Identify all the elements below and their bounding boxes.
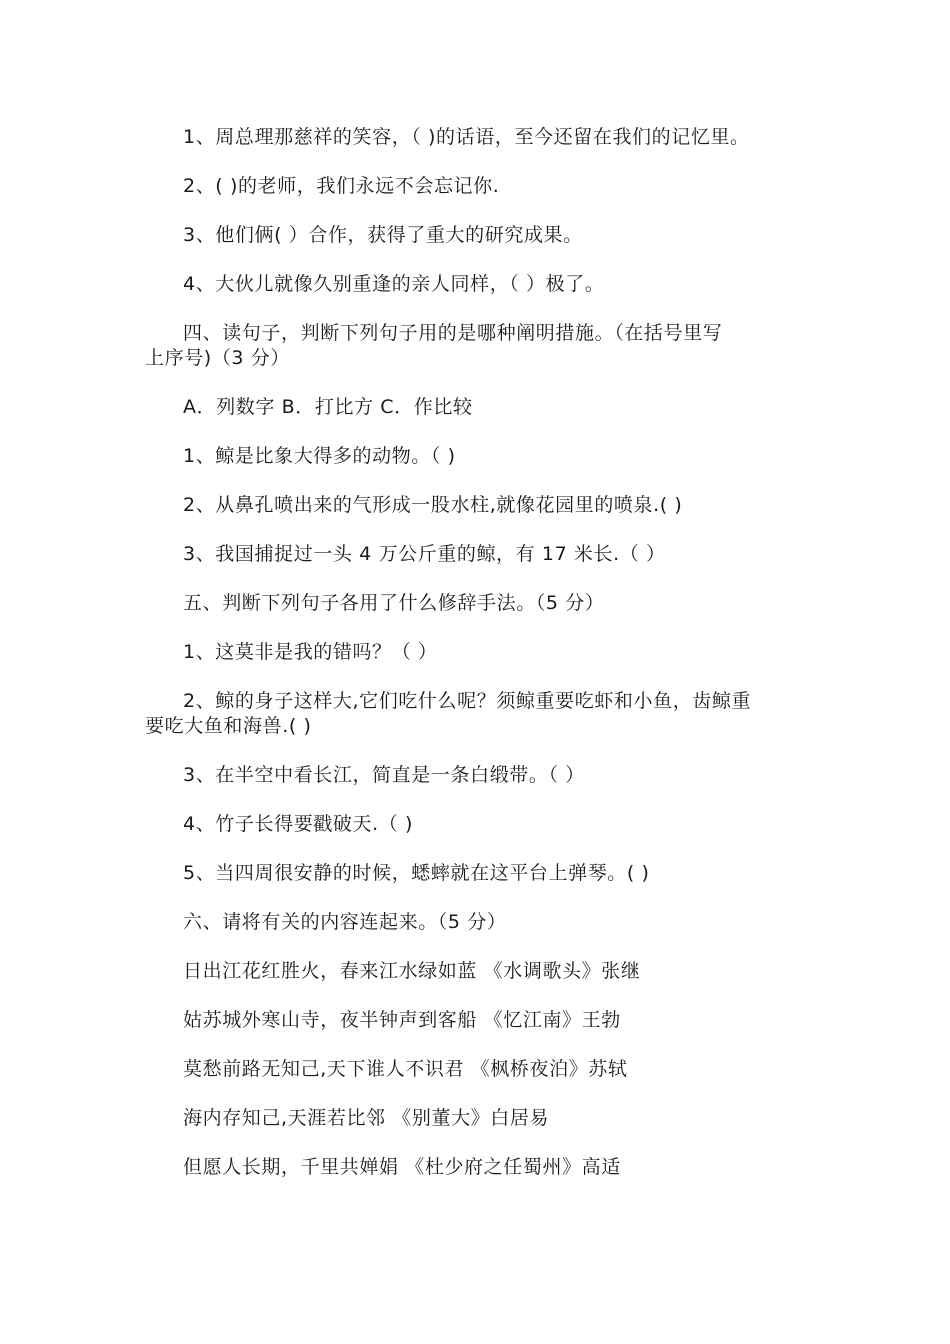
question-3-item-2: 2、( )的老师，我们永远不会忘记你. bbox=[183, 175, 500, 197]
section-4-heading: 四、读句子，判断下列句子用的是哪种阐明措施。（在括号里写 bbox=[183, 322, 723, 344]
section-5-item-2: 2、鲸的身子这样大,它们吃什么呢？须鲸重要吃虾和小鱼，齿鲸重 bbox=[183, 690, 752, 712]
section-4-item-3: 3、我国捕捉过一头 4 万公斤重的鲸，有 17 米长.（ ） bbox=[183, 543, 666, 565]
section-5-item-4: 4、竹子长得要戳破天.（ ) bbox=[183, 813, 413, 835]
matching-line-1: 日出江花红胜火，春来江水绿如蓝 《水调歌头》张继 bbox=[183, 960, 641, 982]
section-5-item-3: 3、在半空中看长江，简直是一条白缎带。（ ） bbox=[183, 764, 585, 786]
matching-line-5: 但愿人长期，千里共婵娟 《杜少府之任蜀州》高适 bbox=[183, 1156, 621, 1178]
section-6-heading: 六、请将有关的内容连起来。（5 分） bbox=[183, 911, 507, 933]
section-4-item-2: 2、从鼻孔喷出来的气形成一股水柱,就像花园里的喷泉.( ) bbox=[183, 494, 683, 516]
matching-line-4: 海内存知己,天涯若比邻 《别董大》白居易 bbox=[183, 1107, 550, 1129]
matching-line-3: 莫愁前路无知己,天下谁人不识君 《枫桥夜泊》苏轼 bbox=[183, 1058, 628, 1080]
section-5-heading: 五、判断下列句子各用了什么修辞手法。（5 分） bbox=[183, 592, 605, 614]
question-3-item-4: 4、大伙儿就像久别重逢的亲人同样，（ ）极了。 bbox=[183, 273, 605, 295]
section-4-item-1: 1、鲸是比象大得多的动物。（ ) bbox=[183, 445, 456, 467]
matching-line-2: 姑苏城外寒山寺，夜半钟声到客船 《忆江南》王勃 bbox=[183, 1009, 621, 1031]
section-5-item-1: 1、这莫非是我的错吗？（ ） bbox=[183, 641, 438, 663]
question-3-item-3: 3、他们俩( ）合作，获得了重大的研究成果。 bbox=[183, 224, 583, 246]
section-4-heading-continued: 上序号)（3 分） bbox=[145, 347, 290, 369]
question-3-item-1: 1、周总理那慈祥的笑容，（ )的话语，至今还留在我们的记忆里。 bbox=[183, 126, 750, 148]
section-4-options: A．列数字 B．打比方 C．作比较 bbox=[183, 396, 473, 418]
section-5-item-5: 5、当四周很安静的时候，蟋蟀就在这平台上弹琴。( ) bbox=[183, 862, 650, 884]
section-5-item-2-continued: 要吃大鱼和海兽.( ) bbox=[145, 715, 312, 737]
